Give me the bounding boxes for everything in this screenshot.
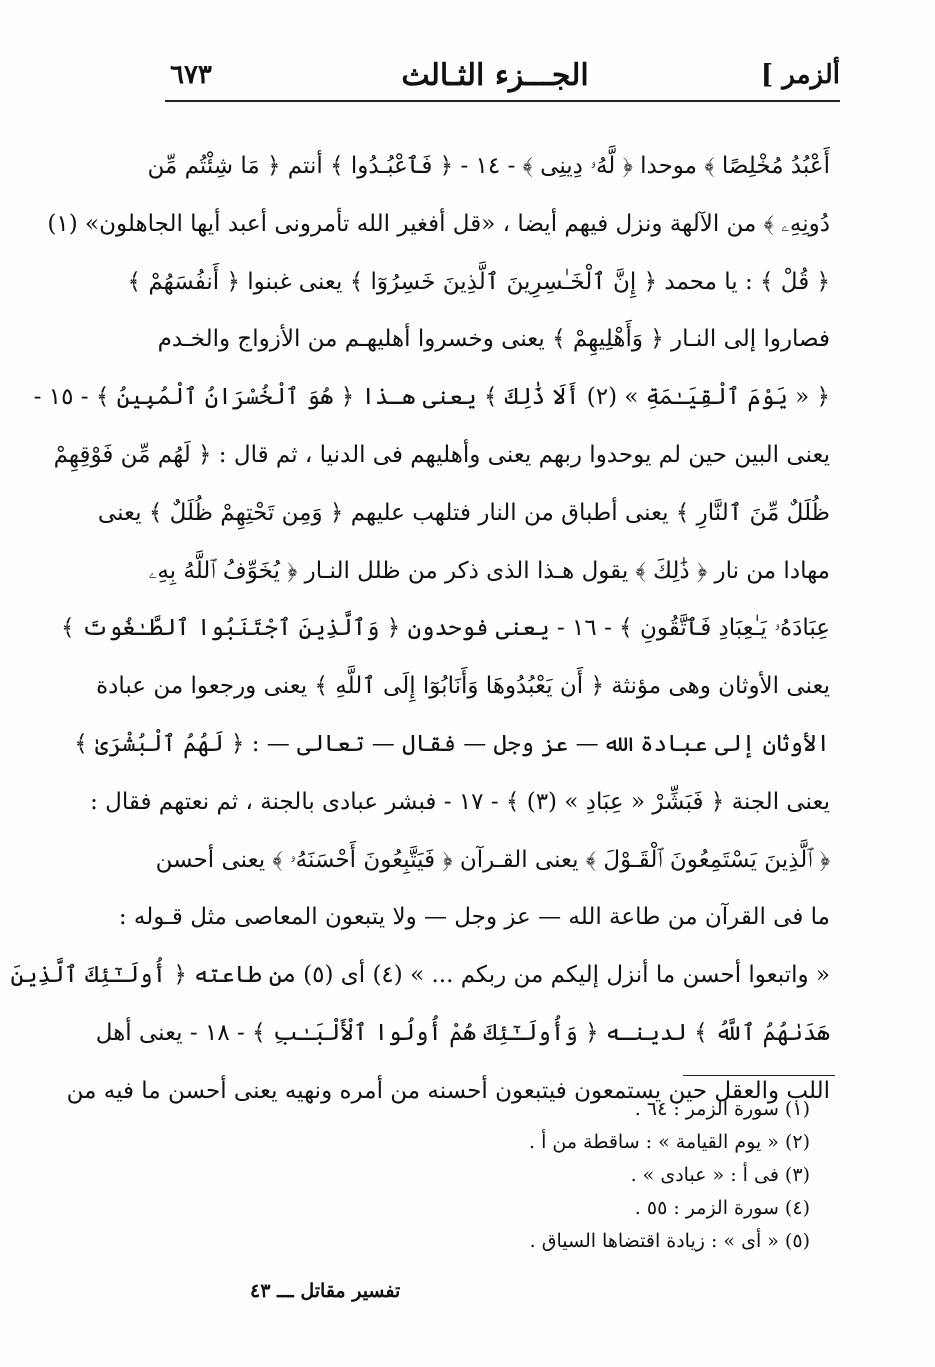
- text-line: أَعْبُدُ مُخْلِصًا ﴾ موحدا ﴿ لَّهُۥ دِينِى ﴾ - ١٤ - ﴿ فَٱعْبُـدُوا ﴾ أنتم ﴿ مَا شِئْتُم مِّن: [147, 153, 830, 179]
- text-line: يعنى البين حين لم يوحدوا ربهم يعنى وأهليهم فى الدنيا ، ثم قال : ﴿ لَهُم مِّن فَوْقِهِمْ: [53, 441, 830, 468]
- main-text: [10, 138, 830, 1121]
- text-line: يعنى الجنة ﴿ فَبَشِّرْ « عِبَادِ » (٣) ﴾ - ١٧ - فبشر عبادى بالجنة ، ثم نعتهم فقال :: [90, 788, 830, 815]
- footnotes: [210, 1093, 810, 1258]
- footnote: (٥) « أى » : زيادة اقتضاها السياق .: [529, 1230, 810, 1252]
- signature-mark: تفسير مقاتل ـــ ٤٣: [250, 1280, 401, 1302]
- text-line: فصاروا إلى النـار ﴿ وَأَهْلِيهِمْ ﴾ يعنى وخسروا أهليهـم من الأزواج والخـدم: [157, 326, 830, 353]
- text-line: عِبَادَهُۥ يَـٰعِبَادِ فَٱتَّقُونِ ﴾ - ١٦ - يعنى فوحدون ﴿ وَٱلَّذِينَ ٱجْتَنَبُوا ٱلطَّـٰغُوتَ ﴾: [61, 615, 830, 642]
- text-line: دُونِهِۦ ﴾ من الآلهة ونزل فيهم أيضا ، «قل أفغير الله تأمرونى أعبد أيها الجاهلون» (١): [47, 210, 830, 237]
- footnote: (١) سورة الزمر : ٦٤ .: [634, 1098, 810, 1120]
- footnote-divider: [683, 1075, 835, 1076]
- surah-title: ألزمر ]: [760, 60, 840, 90]
- footnote: (٣) فى أ : « عبادى » .: [630, 1164, 810, 1186]
- text-line: الأوثان إلى عبادة الله — عز وجل — فقال — تعالى — : ﴿ لَهُمُ ٱلْبُشْرَىٰ ﴾: [74, 730, 830, 757]
- page-number: ٦٧٣: [170, 60, 212, 90]
- text-line: يعنى الأوثان وهى مؤنثة ﴿ أَن يَعْبُدُوهَا وَأَنَابُوٓا إِلَى ٱللَّهِ ﴾ يعنى ورجعوا من عبادة: [96, 673, 830, 700]
- text-line: ﴿ ٱلَّذِينَ يَسْتَمِعُونَ ٱلْقَـوْلَ ﴾ يعنى القـرآن ﴿ فَيَتَّبِعُونَ أَحْسَنَهُۥ ﴾ يعنى أحسن: [155, 846, 830, 873]
- footnote: (٢) « يوم القيامة » : ساقطة من أ .: [528, 1131, 810, 1153]
- text-line: هَدَىٰهُمُ ٱللَّهُ ﴾ لدينـه ﴿ وَأُولَـٰٓئِكَ هُمْ أُولُوا ٱلْأَلْبَـٰبِ ﴾ - ١٨ - يعنى أهل: [95, 1019, 830, 1046]
- text-line: ما فى القرآن من طاعة الله — عز وجل — ولا يتبعون المعاصى مثل قـوله :: [118, 904, 830, 931]
- text-line: اللب والعقل حين يستمعون فيتبعون أحسنه من أمره ونهيه يعنى أحسن ما فيه من: [66, 1077, 830, 1104]
- header-divider: [165, 100, 840, 102]
- text-line: ظُلَلٌ مِّنَ ٱلنَّارِ ﴾ يعنى أطباق من النار فتلهب عليهم ﴿ وَمِن تَحْتِهِمْ ظُلَلٌ ﴾ يعنى: [97, 499, 830, 526]
- volume-title: الجـــزء الثـالث: [401, 58, 589, 93]
- text-line: « واتبعوا أحسن ما أنزل إليكم من ربكم ... » (٤) أى (٥) من طاعته ﴿ أُولَـٰٓئِكَ ٱلَّذِينَ: [10, 962, 830, 989]
- text-line: مهادا من نار ﴿ ذَٰلِكَ ﴾ يقول هـذا الذى ذكر من ظلل النـار ﴿ يُخَوِّفُ ٱللَّهُ بِهِۦ: [148, 557, 830, 584]
- text-line: ﴿ قُلْ ﴾ : يا محمد ﴿ إِنَّ ٱلْخَـٰسِرِينَ ٱلَّذِينَ خَسِرُوٓا ﴾ يعنى غبنوا ﴿ أَنفُسَهُمْ ﴾: [127, 268, 830, 295]
- page-header: [150, 50, 840, 100]
- text-line: ﴿ « يَوْمَ ٱلْقِيَـٰمَةِ » (٢) أَلَا ذَٰلِكَ ﴾ يعنى هـذا ﴿ هُوَ ٱلْخُسْرَانُ ٱلْمُبِينُ ﴾ - ١٥ -: [33, 384, 830, 411]
- footnote: (٤) سورة الزمر : ٥٥ .: [634, 1197, 810, 1219]
